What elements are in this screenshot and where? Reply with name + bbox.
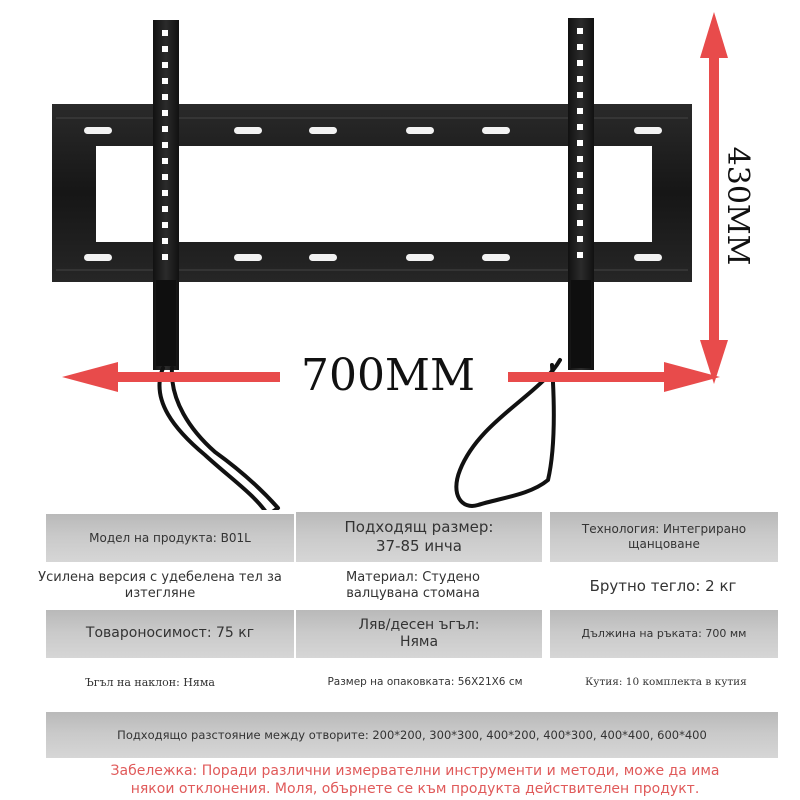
spec-load-capacity-text: Товароносимост: 75 кг <box>85 625 255 642</box>
spec-gross-weight-text: Брутно тегло: 2 кг <box>589 576 737 595</box>
disclaimer-line2: някои отклонения. Моля, обърнете се към продукта действителен продукт. <box>130 781 700 797</box>
height-label: 430MM <box>720 146 755 266</box>
spec-reinforced-line2: изтегляне <box>124 586 196 601</box>
spec-model-text: Модел на продукта: B01L <box>89 530 251 545</box>
disclaimer-line1: Забележка: Поради различни измервателни инструменти и методи, може да има <box>110 763 720 779</box>
spec-technology-line2: щанцоване <box>628 537 700 551</box>
spec-reinforced <box>20 566 300 606</box>
spec-vesa <box>46 712 778 758</box>
spec-size-line1: Подходящ размер: <box>344 518 494 537</box>
spec-material-line2: валцувана стомана <box>346 586 480 601</box>
spec-vesa-text: Подходящо разстояние между отворите: 200*200, 300*300, 400*200, 400*300, 400*400, 600*400 <box>117 727 707 742</box>
spec-model <box>46 514 294 562</box>
spec-arm-length <box>550 610 778 658</box>
spec-swivel-line1: Ляв/десен ъгъл: <box>358 616 480 633</box>
spec-load-capacity <box>46 610 294 658</box>
spec-swivel-line2: Няма <box>399 634 439 650</box>
spec-tilt-text: Ъгъл на наклон: Няма <box>85 676 215 690</box>
spec-material <box>300 566 526 606</box>
spec-material-line1: Материал: Студено <box>345 569 481 585</box>
spec-swivel <box>296 610 542 658</box>
spec-gross-weight <box>548 566 778 606</box>
left-arm <box>153 20 179 370</box>
spec-reinforced-line1: Усилена версия с удебелена тел за <box>38 569 282 585</box>
spec-technology-line1: Технология: Интегрирано <box>581 522 747 536</box>
spec-carton-text: Кутия: 10 комплекта в кутия <box>585 676 747 689</box>
spec-package-size <box>300 668 550 698</box>
wall-plate <box>52 104 692 282</box>
spec-package-size-text: Размер на опаковката: 56X21X6 см <box>327 676 523 689</box>
disclaimer-note <box>60 762 770 798</box>
spec-carton <box>546 668 786 698</box>
spec-size-line2: 37-85 инча <box>376 537 462 555</box>
spec-technology <box>550 512 778 562</box>
spec-size <box>296 512 542 562</box>
width-arrow-right <box>508 362 720 392</box>
right-arm <box>568 18 594 370</box>
spec-tilt <box>40 668 260 698</box>
spec-arm-length-text: Дължина на ръката: 700 мм <box>581 627 747 641</box>
width-label: 700MM <box>300 350 476 401</box>
